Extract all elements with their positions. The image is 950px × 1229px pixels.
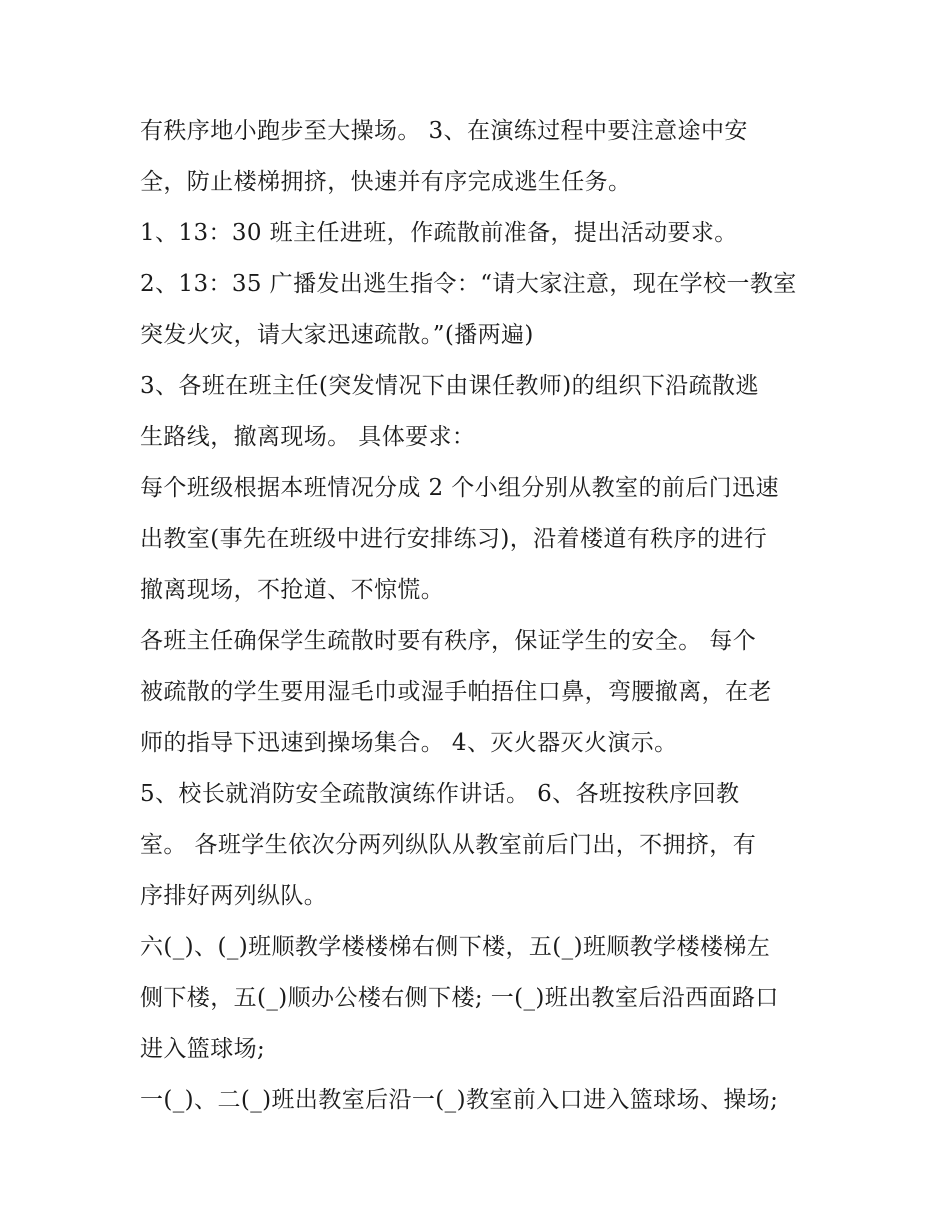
document-body xyxy=(140,106,820,1126)
text-line: 3、各班在班主任(突发情况下由课任教师)的组织下沿疏散逃 xyxy=(140,373,759,399)
text-line: 六(_)、(_)班顺教学楼楼梯右侧下楼，五(_)班顺教学楼楼梯左 xyxy=(140,934,771,960)
text-line: 2、13：35 广播发出逃生指令：“请大家注意，现在学校一教室 xyxy=(140,271,797,297)
text-line: 一(_)、二(_)班出教室后沿一(_)教室前入口进入篮球场、操场; xyxy=(140,1087,779,1113)
text-line: 有秩序地小跑步至大操场。 3、在演练过程中要注意途中安 xyxy=(140,118,748,144)
text-line: 生路线，撤离现场。 具体要求： xyxy=(140,424,476,450)
text-line: 进入篮球场; xyxy=(140,1036,266,1062)
text-line: 室。 各班学生依次分两列纵队从教室前后门出，不拥挤，有 xyxy=(140,832,757,858)
text-line: 撤离现场，不抢道、不惊慌。 xyxy=(140,577,445,603)
text-line: 各班主任确保学生疏散时要有秩序，保证学生的安全。 每个 xyxy=(140,628,757,654)
text-line: 被疏散的学生要用湿毛巾或湿手帕捂住口鼻，弯腰撤离，在老 xyxy=(140,679,772,705)
text-line: 全，防止楼梯拥挤，快速并有序完成逃生任务。 xyxy=(140,169,632,195)
text-line: 师的指导下迅速到操场集合。 4、灭火器灭火演示。 xyxy=(140,730,678,756)
text-line: 出教室(事先在班级中进行安排练习)，沿着楼道有秩序的进行 xyxy=(140,526,768,552)
text-line: 突发火灾，请大家迅速疏散。”(播两遍) xyxy=(140,322,534,348)
text-line: 序排好两列纵队。 xyxy=(140,883,328,909)
text-line: 侧下楼，五(_)顺办公楼右侧下楼; 一(_)班出教室后沿西面路口 xyxy=(140,985,779,1011)
text-line: 5、校长就消防安全疏散演练作讲话。 6、各班按秩序回教 xyxy=(140,781,740,807)
text-line: 1、13：30 班主任进班，作疏散前准备，提出活动要求。 xyxy=(140,220,738,246)
text-line: 每个班级根据本班情况分成 2 个小组分别从教室的前后门迅速 xyxy=(140,475,779,501)
